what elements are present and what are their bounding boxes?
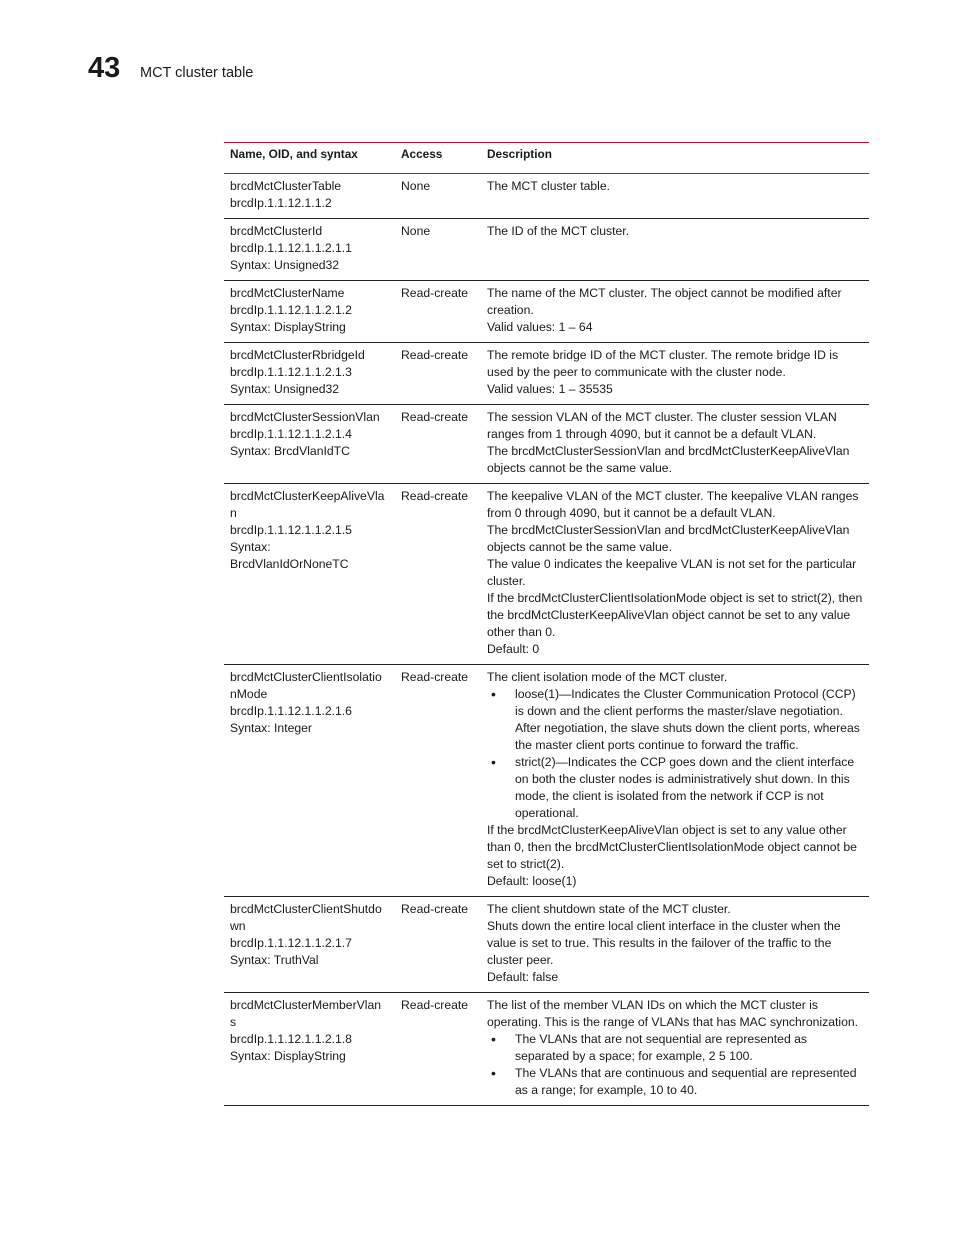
access-cell: Read-create <box>395 484 481 665</box>
object-name-line: brcdMctClusterClientShutdo <box>230 902 382 916</box>
description-cell <box>481 897 869 993</box>
object-name-line: brcdIp.1.1.12.1.1.2 <box>230 196 332 210</box>
description-paragraph: The keepalive VLAN of the MCT cluster. The keepalive VLAN ranges from 0 through 4090, but it cannot be a default VLAN. <box>487 489 859 520</box>
object-name-cell <box>224 897 395 993</box>
description-paragraph: The brcdMctClusterSessionVlan and brcdMctClusterKeepAliveVlan objects cannot be the same value. <box>487 444 850 475</box>
description-paragraph: If the brcdMctClusterClientIsolationMode object is set to strict(2), then the brcdMctClusterKeepAliveVlan object cannot be set to any value other than 0. <box>487 591 863 639</box>
description-paragraph: The MCT cluster table. <box>487 179 611 193</box>
object-name-line: Syntax: <box>230 540 271 554</box>
object-name-line: brcdIp.1.1.12.1.1.2.1.7 <box>230 936 352 950</box>
object-name-line: brcdIp.1.1.12.1.1.2.1.2 <box>230 303 352 317</box>
object-name-line: Syntax: DisplayString <box>230 1049 346 1063</box>
object-name-line: brcdIp.1.1.12.1.1.2.1.1 <box>230 241 352 255</box>
access-cell: Read-create <box>395 405 481 484</box>
object-name-cell <box>224 484 395 665</box>
description-paragraph: Default: false <box>487 970 559 984</box>
table-body <box>224 174 869 1106</box>
description-cell <box>481 405 869 484</box>
object-name-line: BrcdVlanIdOrNoneTC <box>230 557 349 571</box>
chapter-title: MCT cluster table <box>140 65 254 81</box>
column-header-description: Description <box>481 143 869 174</box>
object-name-line: Syntax: Unsigned32 <box>230 258 340 272</box>
object-name-line: brcdMctClusterMemberVlan <box>230 998 382 1012</box>
table-row <box>224 993 869 1106</box>
object-name-line: brcdMctClusterName <box>230 286 345 300</box>
description-paragraph: The client isolation mode of the MCT cluster. <box>487 670 728 684</box>
description-paragraph: The ID of the MCT cluster. <box>487 224 630 238</box>
object-name-line: brcdMctClusterSessionVlan <box>230 410 380 424</box>
column-header-access: Access <box>395 143 481 174</box>
object-name-line: Syntax: DisplayString <box>230 320 346 334</box>
table-header-row <box>224 143 869 174</box>
table-row <box>224 343 869 405</box>
description-cell <box>481 665 869 897</box>
description-paragraph: The session VLAN of the MCT cluster. The cluster session VLAN ranges from 1 through 4090, but it cannot be a default VLAN. <box>487 410 837 441</box>
object-name-line: brcdMctClusterClientIsolatio <box>230 670 382 684</box>
description-bullet: • The VLANs that are not sequential are represented as separated by a space; for example, 2 5 100. <box>491 1031 808 1063</box>
description-paragraph: The list of the member VLAN IDs on which the MCT cluster is operating. This is the range of VLANs that has MAC synchronization. <box>487 998 859 1029</box>
table-row <box>224 219 869 281</box>
description-paragraph: Valid values: 1 – 64 <box>487 320 593 334</box>
object-name-line: brcdIp.1.1.12.1.1.2.1.6 <box>230 704 352 718</box>
object-name-cell <box>224 405 395 484</box>
access-cell: Read-create <box>395 665 481 897</box>
description-paragraph: The brcdMctClusterSessionVlan and brcdMctClusterKeepAliveVlan objects cannot be the same value. <box>487 523 850 554</box>
description-paragraph: Valid values: 1 – 35535 <box>487 382 613 396</box>
object-name-line: wn <box>230 919 246 933</box>
access-cell: None <box>395 174 481 219</box>
bullet-icon: • <box>491 1031 496 1047</box>
description-paragraph: The name of the MCT cluster. The object cannot be modified after creation. <box>487 286 842 317</box>
mib-object-table <box>224 142 869 1106</box>
object-name-line: brcdIp.1.1.12.1.1.2.1.5 <box>230 523 352 537</box>
object-name-cell <box>224 219 395 281</box>
table-row <box>224 405 869 484</box>
description-bullet: • strict(2)—Indicates the CCP goes down and the client interface on both the cluster nodes is administratively shut down. In this mode, the client is isolated from the network if CCP is not operational. <box>491 754 855 820</box>
object-name-line: brcdMctClusterId <box>230 224 323 238</box>
description-cell <box>481 281 869 343</box>
chapter-number: 43 <box>88 52 121 84</box>
bullet-icon: • <box>491 686 496 702</box>
access-cell: Read-create <box>395 993 481 1106</box>
description-paragraph: The remote bridge ID of the MCT cluster. The remote bridge ID is used by the peer to communicate with the cluster node. <box>487 348 839 379</box>
access-cell: None <box>395 219 481 281</box>
object-name-line: n <box>230 506 237 520</box>
description-cell <box>481 174 869 219</box>
object-name-cell <box>224 174 395 219</box>
table-row <box>224 281 869 343</box>
access-cell: Read-create <box>395 897 481 993</box>
table-row <box>224 897 869 993</box>
description-cell <box>481 343 869 405</box>
object-name-line: Syntax: TruthVal <box>230 953 319 967</box>
object-name-cell <box>224 993 395 1106</box>
object-name-line: brcdMctClusterTable <box>230 179 342 193</box>
object-name-line: nMode <box>230 687 268 701</box>
object-name-line: Syntax: BrcdVlanIdTC <box>230 444 350 458</box>
object-name-line: brcdIp.1.1.12.1.1.2.1.8 <box>230 1032 352 1046</box>
object-name-line: Syntax: Integer <box>230 721 312 735</box>
object-name-line: s <box>230 1015 237 1029</box>
access-cell: Read-create <box>395 281 481 343</box>
table-row <box>224 665 869 897</box>
description-cell <box>481 993 869 1106</box>
description-bullet: • The VLANs that are continuous and sequential are represented as a range; for example, 10 to 40. <box>491 1065 857 1097</box>
object-name-line: brcdMctClusterKeepAliveVla <box>230 489 385 503</box>
description-cell <box>481 219 869 281</box>
description-paragraph: Shuts down the entire local client interface in the cluster when the value is set to true. This results in the failover of the traffic to the cluster peer. <box>487 919 841 967</box>
column-header-name: Name, OID, and syntax <box>224 143 395 174</box>
description-cell <box>481 484 869 665</box>
table-row <box>224 174 869 219</box>
object-name-cell <box>224 665 395 897</box>
description-bullet: • loose(1)—Indicates the Cluster Communication Protocol (CCP) is down and the client performs the master/slave negotiation. After negotiation, the slave shuts down the client ports, whereas the master client ports continue to forward the traffic. <box>491 686 860 752</box>
object-name-cell <box>224 281 395 343</box>
bullet-icon: • <box>491 754 496 770</box>
description-paragraph: The client shutdown state of the MCT cluster. <box>487 902 731 916</box>
description-paragraph: The value 0 indicates the keepalive VLAN is not set for the particular cluster. <box>487 557 857 588</box>
access-cell: Read-create <box>395 343 481 405</box>
description-paragraph: Default: 0 <box>487 642 540 656</box>
object-name-cell <box>224 343 395 405</box>
bullet-icon: • <box>491 1065 496 1081</box>
table-row <box>224 484 869 665</box>
description-paragraph: Default: loose(1) <box>487 874 577 888</box>
object-name-line: Syntax: Unsigned32 <box>230 382 340 396</box>
description-paragraph: If the brcdMctClusterKeepAliveVlan object is set to any value other than 0, then the brcdMctClusterClientIsolationMode object cannot be set to strict(2). <box>487 823 857 871</box>
object-name-line: brcdIp.1.1.12.1.1.2.1.3 <box>230 365 352 379</box>
object-name-line: brcdIp.1.1.12.1.1.2.1.4 <box>230 427 352 441</box>
object-name-line: brcdMctClusterRbridgeId <box>230 348 365 362</box>
